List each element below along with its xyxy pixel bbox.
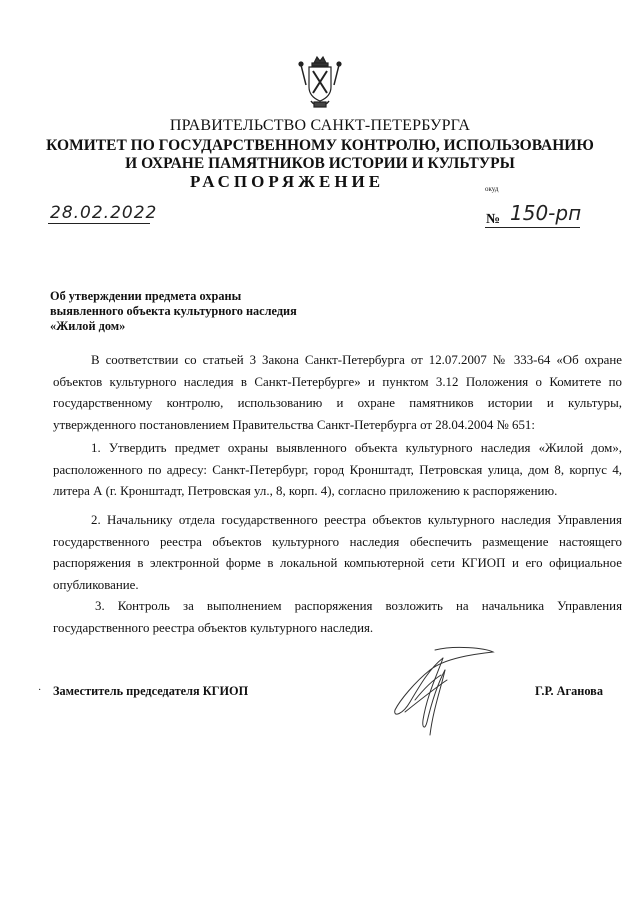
committee-title-line2: И ОХРАНЕ ПАМЯТНИКОВ ИСТОРИИ И КУЛЬТУРЫ xyxy=(125,155,515,172)
text-line: объектов культурного наследия в Санкт-Петербурге» и пунктом 3.12 Положения о Комитете по xyxy=(53,374,622,389)
government-title: ПРАВИТЕЛЬСТВО САНКТ-ПЕТЕРБУРГА xyxy=(169,117,471,134)
paragraph-item-2 xyxy=(53,510,622,596)
text-line: государственного реестра объектов культурного наследия. xyxy=(53,620,374,635)
document-number: 150-рп xyxy=(510,201,582,225)
text-line: 3. Контроль за выполнением распоряжения возложить на начальника Управления xyxy=(95,599,622,613)
text-line: распоряжения в электронной форме в локальной компьютерной сети КГИОП и его официальное xyxy=(53,556,622,570)
signatory-position: Заместитель председателя КГИОП xyxy=(53,684,249,698)
date-underline xyxy=(48,223,150,224)
document-date: 28.02.2022 xyxy=(50,203,158,223)
text-line: расположенного по адресу: Санкт-Петербург, город Кронштадт, Петровская улица, дом 8, корпус 4, xyxy=(53,462,622,477)
text-line: государственного реестра объектов культурного наследия обеспечить размещение настоящего xyxy=(53,534,622,549)
document-type: РАСПОРЯЖЕНИЕ xyxy=(190,172,385,191)
okud-label: окуд xyxy=(485,185,499,193)
paragraph-item-1 xyxy=(53,438,622,503)
signatory-name: Г.Р. Аганова xyxy=(535,684,603,698)
paragraph-preamble xyxy=(53,350,622,436)
committee-title-line1: КОМИТЕТ ПО ГОСУДАРСТВЕННОМУ КОНТРОЛЮ, ИСПОЛЬЗОВАНИЮ xyxy=(46,137,594,154)
text-line: 2. Начальнику отдела государственного реестра объектов культурного наследия Управления xyxy=(91,513,622,527)
text-line: В соответствии со статьей 3 Закона Санкт-Петербурга от 12.07.2007 № 333-64 «Об охране xyxy=(91,353,622,367)
number-underline xyxy=(485,227,580,228)
subject-line: выявленного объекта культурного наследия xyxy=(50,304,297,318)
text-line: государственному контролю, использованию и охране памятников истории и культуры, xyxy=(53,396,622,410)
paragraph-item-3 xyxy=(53,596,622,639)
text-line: утвержденного постановлением Правительства Санкт-Петербурга от 28.04.2004 № 651: xyxy=(53,417,535,432)
number-sign: № xyxy=(486,212,501,227)
signature-icon xyxy=(375,640,500,740)
subject-block xyxy=(50,289,297,334)
subject-line: «Жилой дом» xyxy=(50,319,126,333)
subject-line: Об утверждении предмета охраны xyxy=(50,289,242,303)
text-line: литера А (г. Кронштадт, Петровская ул., 8, корп. 4), согласно приложению к распоряжению. xyxy=(53,484,558,498)
text-line: 1. Утвердить предмет охраны выявленного объекта культурного наследия «Жилой дом», xyxy=(91,441,622,455)
margin-mark: · xyxy=(38,685,42,696)
coat-of-arms-icon xyxy=(295,55,345,110)
text-line: опубликование. xyxy=(53,577,139,592)
